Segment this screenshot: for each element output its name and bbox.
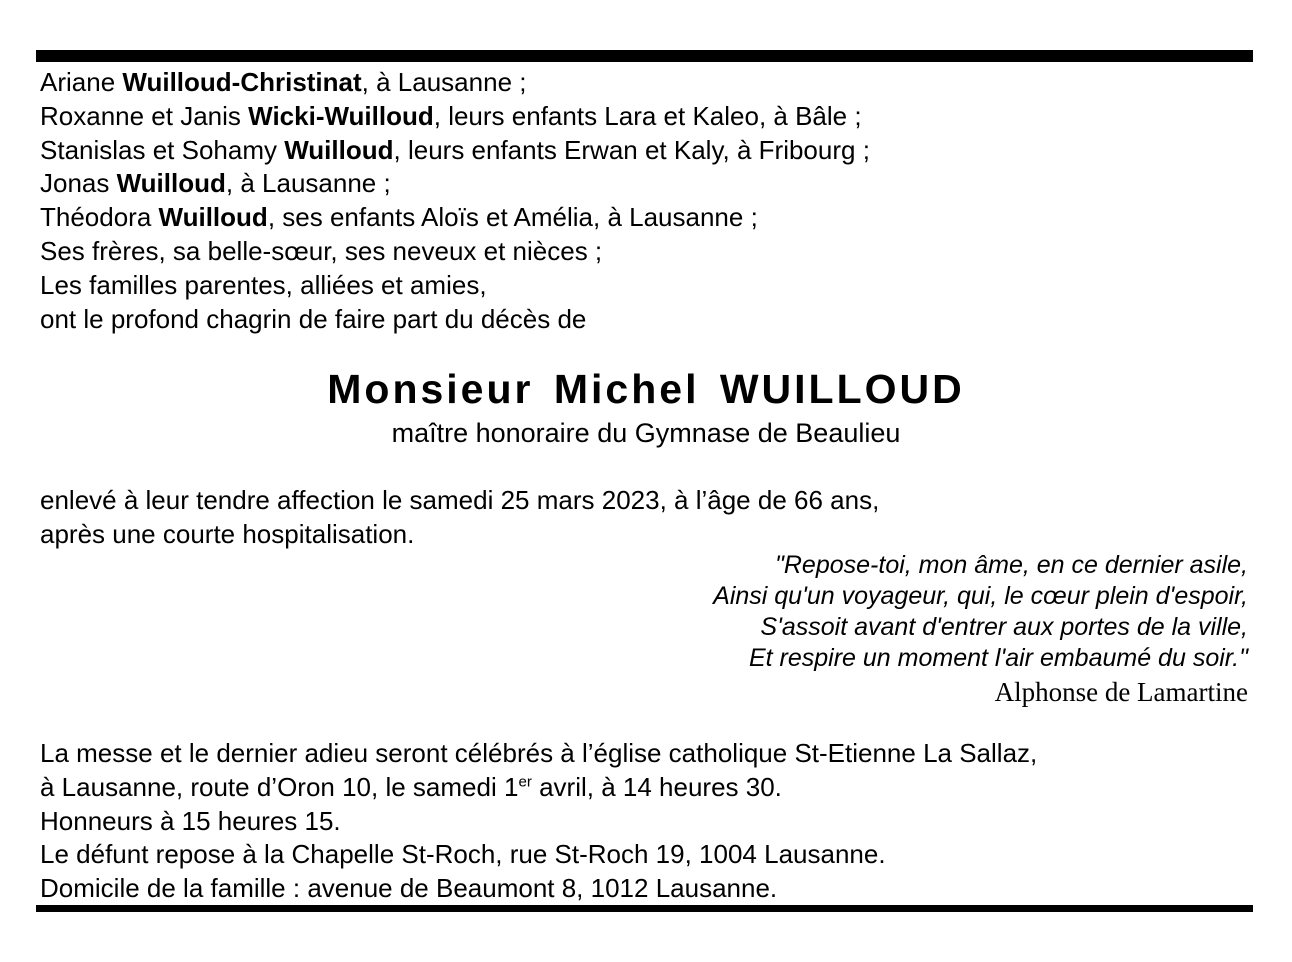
poem-line: Ainsi qu'un voyageur, qui, le cœur plein d'espoir, [713, 582, 1248, 610]
top-border-rule [36, 50, 1253, 62]
text-segment: , leurs enfants Erwan et Kaly, à Fribourg ; [393, 134, 870, 165]
deceased-name-title: Monsieur Michel WUILLOUD [327, 366, 965, 412]
ceremony-line: Domicile de la famille : avenue de Beaumont 8, 1012 Lausanne. [40, 873, 778, 904]
ordinal-superscript: er [518, 773, 532, 791]
text-segment: Ses frères, sa belle-sœur, ses neveux et nièces ; [40, 235, 603, 266]
text-segment: Les familles parentes, alliées et amies, [40, 269, 487, 300]
death-line: enlevé à leur tendre affection le samedi 25 mars 2023, à l’âge de 66 ans, [40, 485, 880, 515]
death-line: après une courte hospitalisation. [40, 519, 415, 549]
poem-line: S'assoit avant d'entrer aux portes de la ville, [760, 613, 1248, 641]
family-line [40, 303, 870, 337]
family-line [40, 100, 870, 134]
family-line [40, 201, 870, 235]
bottom-border-rule [36, 905, 1253, 912]
text-segment: ont le profond chagrin de faire part du décès de [40, 303, 587, 334]
text-segment: Roxanne et Janis [40, 100, 249, 131]
text-segment-bold: Wuilloud-Christinat [122, 67, 362, 97]
text-segment: Ariane [40, 67, 123, 97]
death-details-block [40, 483, 879, 551]
text-segment-bold: Wuilloud [158, 202, 268, 233]
text-segment: Théodora [40, 202, 159, 233]
family-line [40, 235, 870, 269]
family-line [40, 134, 870, 168]
text-segment: , à Lausanne ; [361, 67, 527, 97]
poem-quote-block [713, 550, 1248, 708]
family-announcement-block [40, 66, 870, 336]
text-segment: à Lausanne, route d’Oron 10, le samedi 1 [40, 771, 519, 802]
text-segment: Jonas [40, 168, 117, 199]
ceremony-line: Le défunt repose à la Chapelle St-Roch, rue St-Roch 19, 1004 Lausanne. [40, 839, 886, 870]
text-segment-bold: Wuilloud [116, 168, 226, 199]
poem-line: Et respire un moment l'air embaumé du soir." [748, 644, 1248, 672]
family-line [40, 66, 870, 100]
text-segment-bold: Wicki-Wuilloud [248, 100, 434, 131]
ceremony-details-block [40, 737, 1037, 906]
text-segment-bold: Wuilloud [284, 134, 394, 165]
ceremony-line: Honneurs à 15 heures 15. [40, 805, 341, 836]
deceased-subtitle: maître honoraire du Gymnase de Beaulieu [391, 418, 901, 448]
text-segment: , leurs enfants Lara et Kaleo, à Bâle ; [433, 100, 862, 131]
ceremony-line: La messe et le dernier adieu seront célébrés à l’église catholique St-Etienne La Sallaz, [40, 738, 1038, 768]
text-segment: avril, à 14 heures 30. [531, 771, 782, 802]
ceremony-line [40, 771, 1037, 805]
text-segment: , ses enfants Aloïs et Amélia, à Lausanne ; [267, 202, 758, 233]
text-segment: , à Lausanne ; [225, 168, 391, 199]
family-line [40, 167, 870, 201]
poem-line: "Repose-toi, mon âme, en ce dernier asile, [775, 551, 1248, 579]
poem-attribution: Alphonse de Lamartine [994, 677, 1248, 707]
text-segment: Stanislas et Sohamy [40, 134, 285, 165]
family-line [40, 269, 870, 303]
